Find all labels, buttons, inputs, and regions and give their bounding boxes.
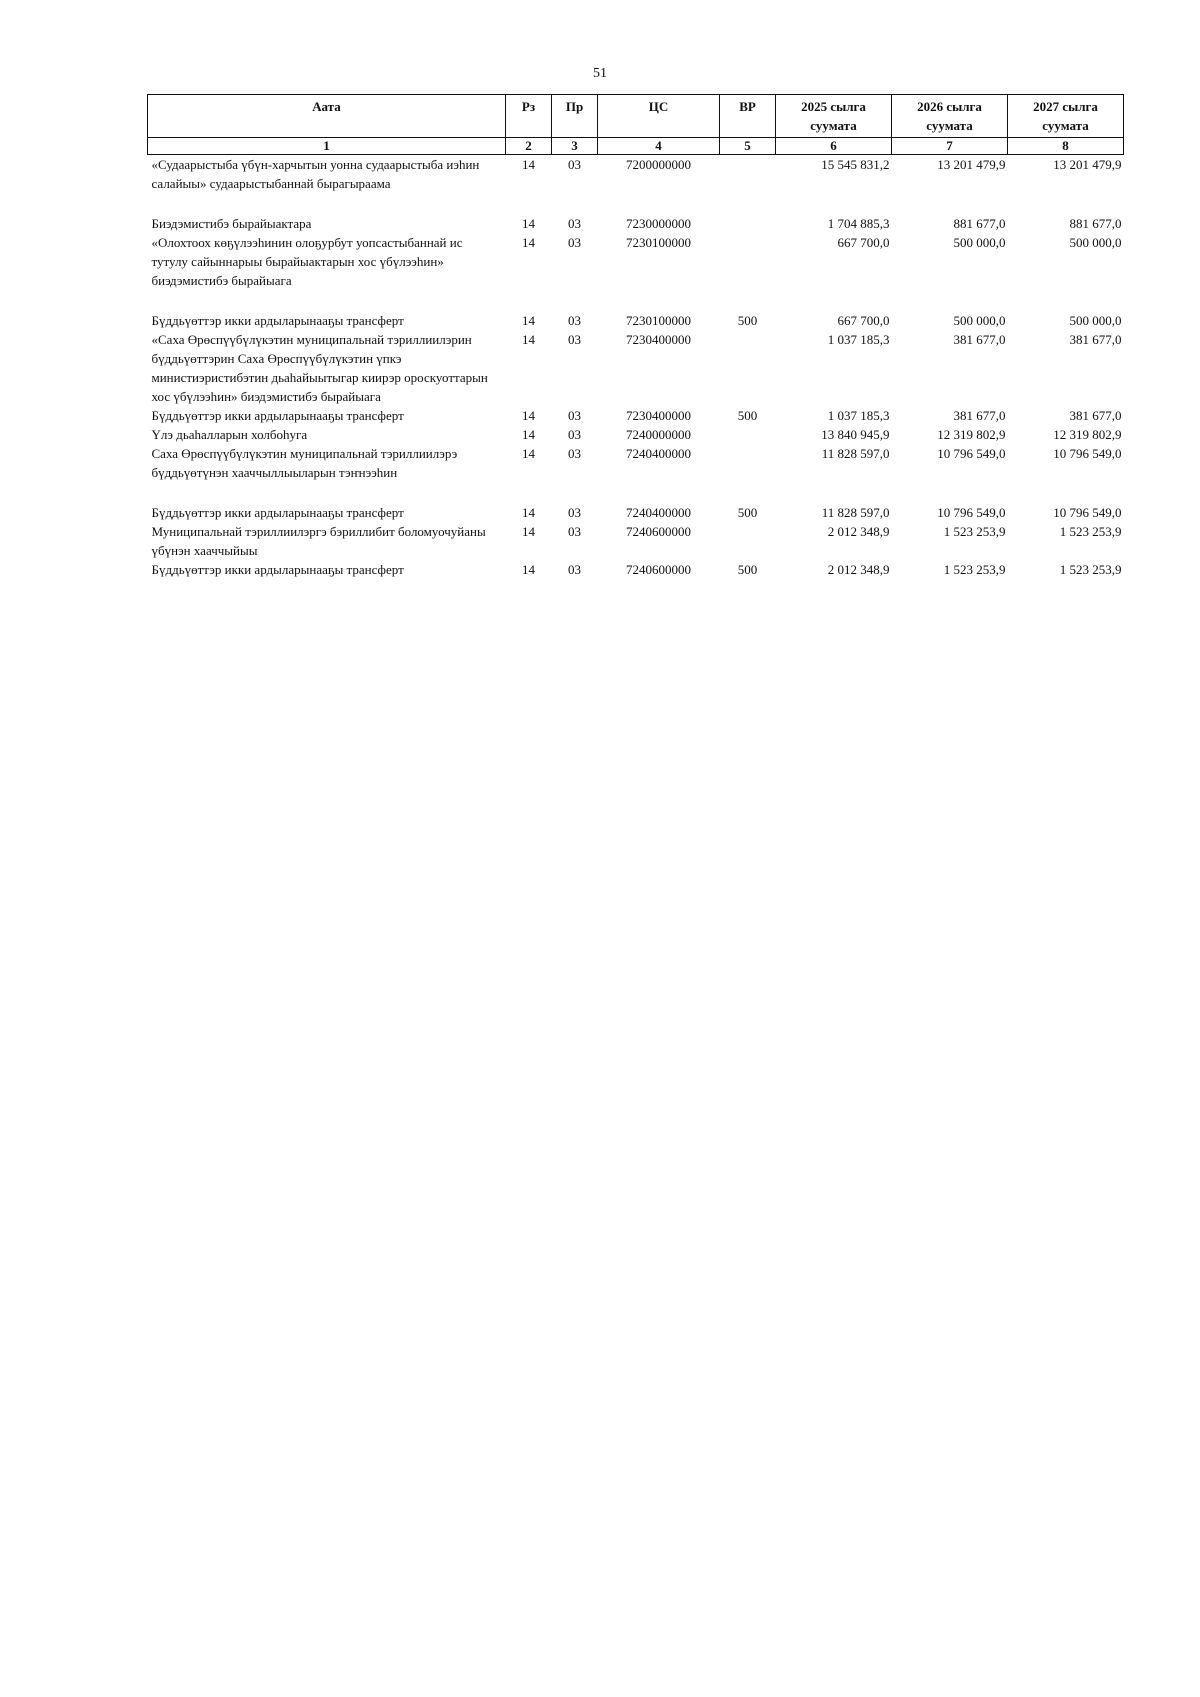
row-pr: 03: [568, 157, 581, 172]
row-vr: [720, 330, 776, 406]
row-amount-2027: 381 677,0: [1069, 408, 1122, 423]
row-amount-2025: 1 037 185,3: [827, 332, 890, 347]
row-vr: [720, 155, 776, 215]
row-cs: 7240000000: [626, 427, 691, 442]
table-row: [148, 444, 1124, 503]
row-amount-2026: 881 677,0: [953, 216, 1006, 231]
row-rz: 14: [522, 216, 535, 231]
header-pr: Пр: [552, 95, 598, 138]
column-number: 6: [776, 138, 892, 155]
row-name: Муниципальнай тэриллиилэргэ бэриллибит боломуочуйаны үбүнэн хааччыйыы: [151, 524, 486, 558]
row-name: «Саха Өрөспүүбүлүкэтин муниципальнай тэриллиилэрин бүддьүөттэрин Саха Өрөспүүбүлүкэтин үпкэ министиэристибэтин дьаһайыытыгар киирэр ороскуоттарын хос үбүлээһин» биэдэмистибэ бырайыага: [151, 332, 488, 404]
row-name: Үлэ дьаһалларын холбоһуга: [151, 427, 308, 442]
row-cs: 7240600000: [626, 562, 691, 577]
row-amount-2027: 12 319 802,9: [1053, 427, 1122, 442]
row-amount-2025: 1 037 185,3: [827, 408, 890, 423]
row-vr: [720, 425, 776, 444]
row-amount-2027: 881 677,0: [1069, 216, 1122, 231]
header-rz: Рз: [506, 95, 552, 138]
row-amount-2026: 381 677,0: [953, 408, 1006, 423]
row-pr: 03: [568, 505, 581, 520]
row-cs: 7230000000: [626, 216, 691, 231]
row-name: «Олохтоох көҕүлээһинин олоҕурбут уопсастыбаннай ис тутулу сайыннарыы бырайыактарын хос үбүлээһин» биэдэмистибэ бырайыага: [151, 235, 463, 288]
column-number: 4: [598, 138, 720, 155]
row-pr: 03: [568, 446, 581, 461]
table-row: [148, 311, 1124, 330]
table-row: [148, 560, 1124, 579]
column-number: 8: [1008, 138, 1124, 155]
row-amount-2026: 1 523 253,9: [943, 562, 1006, 577]
table-row: [148, 330, 1124, 406]
row-pr: 03: [568, 427, 581, 442]
row-name: «Судаарыстыба үбүн-харчытын уонна судаарыстыба иэһин салайыы» судаарыстыбаннай бырагыраама: [151, 157, 480, 191]
row-cs: 7240400000: [626, 446, 691, 461]
column-number: 2: [506, 138, 552, 155]
table-row: [148, 214, 1124, 233]
row-cs: 7230400000: [626, 408, 691, 423]
row-amount-2026: 13 201 479,9: [937, 157, 1006, 172]
table-header-row: [148, 95, 1124, 138]
row-vr: 500: [737, 562, 758, 577]
table-row: [148, 233, 1124, 311]
header-vr: ВР: [720, 95, 776, 138]
row-pr: 03: [568, 216, 581, 231]
page-number: 51: [593, 66, 607, 81]
row-amount-2027: 10 796 549,0: [1053, 446, 1122, 461]
row-vr: [720, 522, 776, 560]
column-number: 1: [148, 138, 506, 155]
row-rz: 14: [522, 524, 535, 539]
row-amount-2025: 11 828 597,0: [821, 446, 890, 461]
column-number: 7: [892, 138, 1008, 155]
row-amount-2026: 381 677,0: [953, 332, 1006, 347]
row-name: Бүддьүөттэр икки ардыларынааҕы трансферт: [151, 408, 404, 423]
row-vr: [720, 233, 776, 311]
table-row: [148, 406, 1124, 425]
row-rz: 14: [522, 446, 535, 461]
header-2027: 2027 сылга суумата: [1008, 95, 1124, 138]
row-cs: 7240400000: [626, 505, 691, 520]
row-rz: 14: [522, 332, 535, 347]
row-cs: 7230400000: [626, 332, 691, 347]
row-rz: 14: [522, 562, 535, 577]
row-amount-2027: 500 000,0: [1069, 313, 1122, 328]
table-row: [148, 155, 1124, 215]
row-amount-2026: 10 796 549,0: [937, 505, 1006, 520]
row-pr: 03: [568, 562, 581, 577]
row-pr: 03: [568, 332, 581, 347]
row-rz: 14: [522, 408, 535, 423]
row-rz: 14: [522, 235, 535, 250]
row-rz: 14: [522, 505, 535, 520]
row-name: Саха Өрөспүүбүлүкэтин муниципальнай тэриллиилэрэ бүддьүөтүнэн хааччыллыыларын тэҥнээһин: [151, 446, 458, 480]
budget-table: [147, 94, 1124, 579]
row-amount-2026: 500 000,0: [953, 235, 1006, 250]
row-vr: 500: [737, 313, 758, 328]
row-amount-2025: 1 704 885,3: [827, 216, 890, 231]
header-name: Аата: [148, 95, 506, 138]
row-amount-2027: 10 796 549,0: [1053, 505, 1122, 520]
row-amount-2027: 1 523 253,9: [1059, 524, 1122, 539]
row-pr: 03: [568, 313, 581, 328]
row-amount-2026: 12 319 802,9: [937, 427, 1006, 442]
row-amount-2025: 2 012 348,9: [827, 524, 890, 539]
row-name: Бүддьүөттэр икки ардыларынааҕы трансферт: [151, 562, 404, 577]
header-cs: ЦС: [598, 95, 720, 138]
row-amount-2027: 1 523 253,9: [1059, 562, 1122, 577]
row-amount-2025: 15 545 831,2: [821, 157, 890, 172]
row-rz: 14: [522, 157, 535, 172]
row-pr: 03: [568, 524, 581, 539]
row-amount-2027: 13 201 479,9: [1053, 157, 1122, 172]
row-vr: 500: [737, 408, 758, 423]
row-name: Биэдэмистибэ бырайыактара: [151, 216, 312, 231]
row-rz: 14: [522, 313, 535, 328]
column-number: 3: [552, 138, 598, 155]
row-amount-2027: 381 677,0: [1069, 332, 1122, 347]
row-name: Бүддьүөттэр икки ардыларынааҕы трансферт: [151, 505, 404, 520]
row-amount-2027: 500 000,0: [1069, 235, 1122, 250]
row-pr: 03: [568, 235, 581, 250]
row-vr: [720, 444, 776, 503]
table-row: [148, 425, 1124, 444]
row-amount-2025: 667 700,0: [837, 235, 890, 250]
row-vr: [720, 214, 776, 233]
row-amount-2025: 2 012 348,9: [827, 562, 890, 577]
row-rz: 14: [522, 427, 535, 442]
row-amount-2025: 11 828 597,0: [821, 505, 890, 520]
row-amount-2026: 500 000,0: [953, 313, 1006, 328]
row-pr: 03: [568, 408, 581, 423]
row-amount-2026: 1 523 253,9: [943, 524, 1006, 539]
header-2026: 2026 сылга суумата: [892, 95, 1008, 138]
table-row: [148, 522, 1124, 560]
header-2025: 2025 сылга суумата: [776, 95, 892, 138]
row-amount-2025: 13 840 945,9: [821, 427, 890, 442]
row-amount-2026: 10 796 549,0: [937, 446, 1006, 461]
row-name: Бүддьүөттэр икки ардыларынааҕы трансферт: [151, 313, 404, 328]
row-amount-2025: 667 700,0: [837, 313, 890, 328]
table-row: [148, 503, 1124, 522]
row-vr: 500: [737, 505, 758, 520]
row-cs: 7230100000: [626, 235, 691, 250]
row-cs: 7240600000: [626, 524, 691, 539]
table-column-number-row: [148, 138, 1124, 155]
row-cs: 7230100000: [626, 313, 691, 328]
row-cs: 7200000000: [626, 157, 691, 172]
column-number: 5: [720, 138, 776, 155]
